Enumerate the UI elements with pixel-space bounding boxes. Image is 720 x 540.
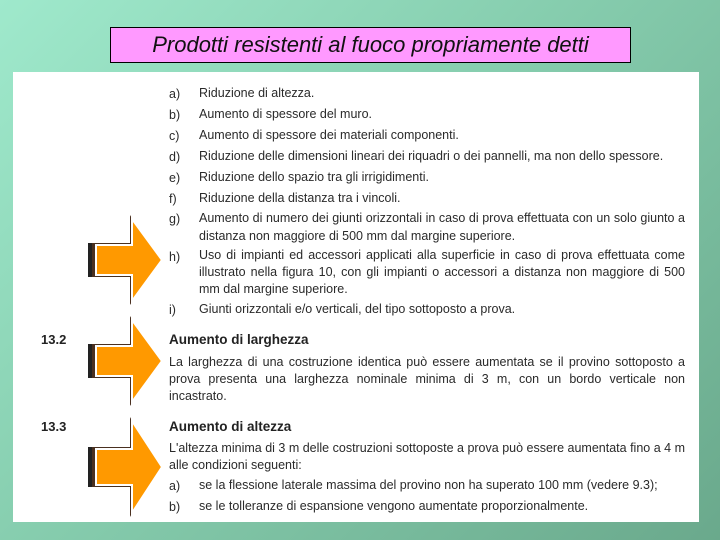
list-item-letter: g) [169, 212, 181, 226]
list-item-letter: f) [169, 192, 177, 206]
section-paragraph: L'altezza minima di 3 m delle costruzioni sottoposte a prova può essere aumentata fino a 4 m alle condizioni seguenti: [169, 441, 685, 472]
list-item-text: Riduzione delle dimensioni lineari dei riquadri o dei pannelli, ma non dello spessore. [199, 149, 664, 163]
section-title: Aumento di altezza [169, 419, 292, 434]
slide-title: Prodotti resistenti al fuoco propriamente detti [152, 32, 589, 57]
list-item-text: Riduzione della distanza tra i vincoli. [199, 191, 401, 205]
list-item-text: Riduzione dello spazio tra gli irrigidimenti. [199, 170, 429, 184]
list-item-letter: d) [169, 150, 181, 164]
list-item-letter: h) [169, 250, 181, 264]
list-item-letter: c) [169, 129, 180, 143]
section-title: Aumento di larghezza [169, 332, 309, 347]
list-item-letter: b) [169, 108, 181, 122]
list-item-text: Riduzione di altezza. [199, 86, 315, 100]
arrow-right-icon [88, 415, 168, 519]
arrow-right-icon [88, 213, 168, 307]
arrow-right-icon [88, 314, 168, 408]
list-item-text: se la flessione laterale massima del provino non ha superato 100 mm (vedere 9.3); [199, 478, 658, 492]
section-number: 13.3 [41, 419, 67, 434]
list-item-letter: e) [169, 171, 181, 185]
list-item-letter: i) [169, 303, 176, 317]
list-item-letter: b) [169, 500, 181, 514]
list-item-text: Uso di impianti ed accessori applicati alla superficie in caso di prova effettuata come illustrato nella figura 10, con gli impianti o accessori a distanza non maggiore di 500 mm dal margine superiore. [199, 248, 685, 296]
list-item-text: Aumento di spessore del muro. [199, 107, 373, 121]
section-paragraph: La larghezza di una costruzione identica può essere aumentata se il provino sottoposto a prova presenta una larghezza nominale minima di 3 m, con un bordo verticale non incastrato. [169, 355, 685, 403]
list-item-text: Aumento di spessore dei materiali componenti. [199, 128, 459, 142]
list-item-letter: a) [169, 87, 181, 101]
list-item-text: se le tolleranze di espansione vengono aumentate proporzionalmente. [199, 499, 589, 513]
section-number: 13.2 [41, 332, 67, 347]
list-item-text: Giunti orizzontali e/o verticali, del tipo sottoposto a prova. [199, 302, 516, 316]
list-item-text: Aumento di numero dei giunti orizzontali in caso di prova effettuata con un solo giunto a distanza non maggiore di 500 mm dal margine superiore. [199, 211, 685, 243]
list-item-letter: a) [169, 479, 181, 493]
document-page [13, 72, 699, 522]
slide-title-box [110, 27, 631, 63]
